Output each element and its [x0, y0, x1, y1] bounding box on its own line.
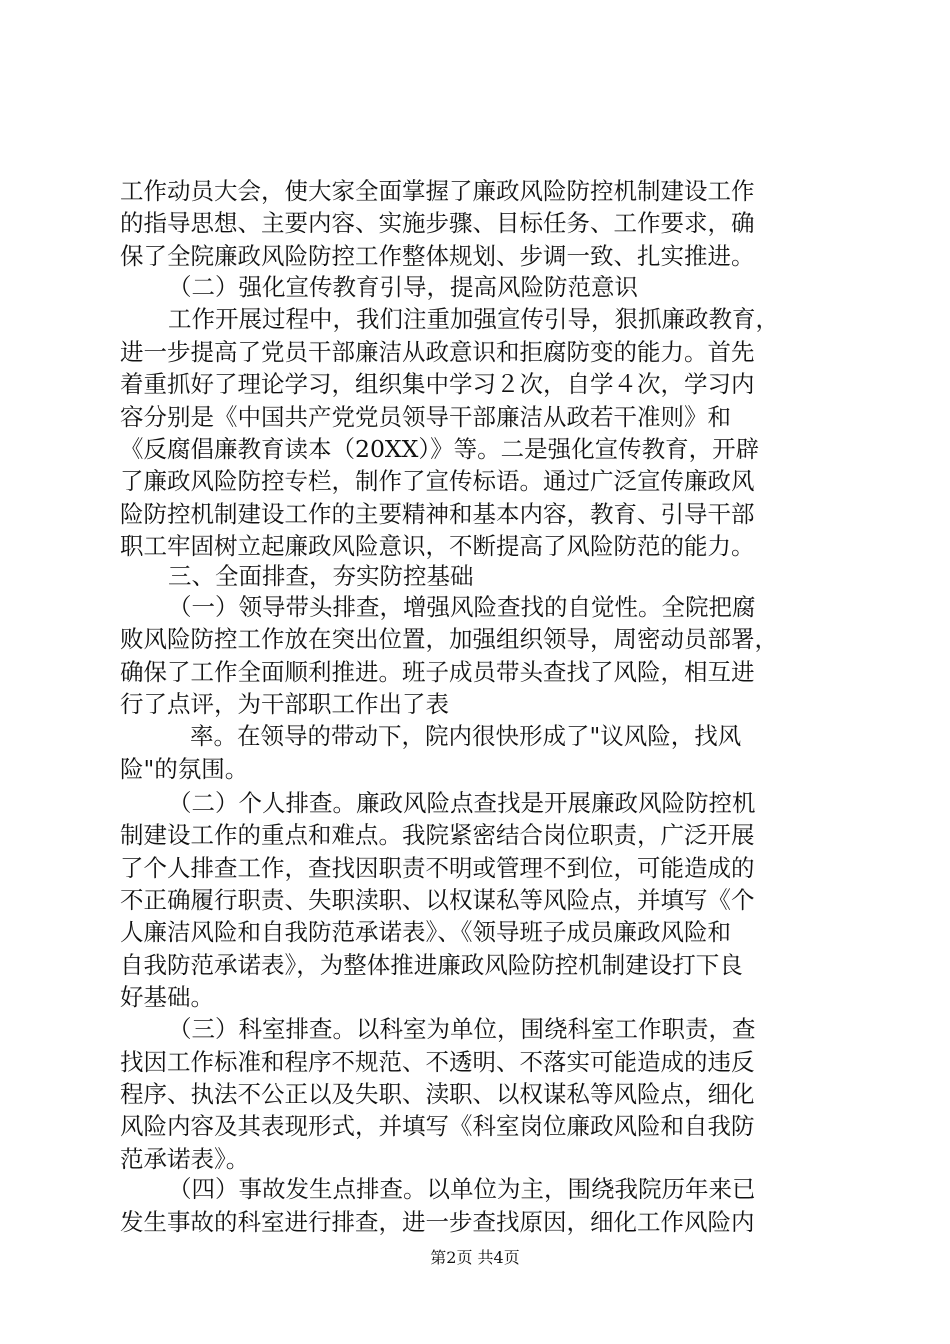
- text-line: 风险内容及其表现形式，并填写《科室岗位廉政风险和自我防: [120, 1112, 755, 1140]
- text-line: 着重抓好了理论学习，组织集中学习２次，自学４次，学习内: [120, 370, 755, 398]
- text-line: 确保了工作全面顺利推进。班子成员带头查找了风险，相互进: [120, 658, 755, 686]
- text-line: 职工牢固树立起廉政风险意识，不断提高了风险防范的能力。: [120, 532, 755, 560]
- page-number: 第2页 共4页: [430, 1248, 520, 1267]
- text-line: 率。在领导的带动下，院内很快形成了"议风险，找风: [190, 722, 742, 750]
- section-heading: （二）强化宣传教育引导，提高风险防范意识: [168, 273, 638, 301]
- text-line: 工作动员大会，使大家全面掌握了廉政风险防控机制建设工作: [120, 177, 755, 205]
- text-line: （四）事故发生点排查。以单位为主，围绕我院历年来已: [168, 1175, 756, 1203]
- text-line: 程序、执法不公正以及失职、渎职、以权谋私等风险点，细化: [120, 1080, 755, 1108]
- text-line: 制建设工作的重点和难点。我院紧密结合岗位职责，广泛开展: [120, 821, 755, 849]
- text-line: 保了全院廉政风险防控工作整体规划、步调一致、扎实推进。: [120, 242, 755, 270]
- text-line: 行了点评，为干部职工作出了表: [120, 690, 449, 718]
- text-line: （二）个人排查。廉政风险点查找是开展廉政风险防控机: [168, 789, 756, 817]
- text-line: 发生事故的科室进行排查，进一步查找原因，细化工作风险内: [120, 1208, 755, 1236]
- text-line: 工作开展过程中，我们注重加强宣传引导，狠抓廉政教育，: [168, 305, 779, 333]
- text-line: 好基础。: [120, 983, 214, 1011]
- text-line: 的指导思想、主要内容、实施步骤、目标任务、工作要求，确: [120, 209, 755, 237]
- text-line: 险"的氛围。: [120, 755, 249, 783]
- text-line: 找因工作标准和程序不规范、不透明、不落实可能造成的违反: [120, 1048, 755, 1076]
- text-line: 进一步提高了党员干部廉洁从政意识和拒腐防变的能力。首先: [120, 338, 755, 366]
- text-line: 败风险防控工作放在突出位置，加强组织领导，周密动员部署，: [120, 625, 778, 653]
- section-heading: 三、全面排查，夯实防控基础: [168, 562, 474, 590]
- text-line: 容分别是《中国共产党党员领导干部廉洁从政若干准则》和: [120, 403, 731, 431]
- text-line: 了个人排查工作，查找因职责不明或管理不到位，可能造成的: [120, 854, 755, 882]
- text-line: 险防控机制建设工作的主要精神和基本内容，教育、引导干部: [120, 500, 755, 528]
- text-line: 人廉洁风险和自我防范承诺表》、《领导班子成员廉政风险和: [120, 918, 731, 946]
- text-line: 《反腐倡廉教育读本（20XX）》等。二是强化宣传教育，开辟: [120, 435, 760, 463]
- text-line: 自我防范承诺表》，为整体推进廉政风险防控机制建设打下良: [120, 951, 743, 979]
- text-line: 不正确履行职责、失职渎职、以权谋私等风险点，并填写《个: [120, 886, 755, 914]
- text-line: 了廉政风险防控专栏，制作了宣传标语。通过广泛宣传廉政风: [120, 467, 755, 495]
- text-line: 范承诺表》。: [120, 1145, 250, 1173]
- text-line: （三）科室排查。以科室为单位，围绕科室工作职责，查: [168, 1015, 756, 1043]
- text-line: （一）领导带头排查，增强风险查找的自觉性。全院把腐: [168, 593, 756, 621]
